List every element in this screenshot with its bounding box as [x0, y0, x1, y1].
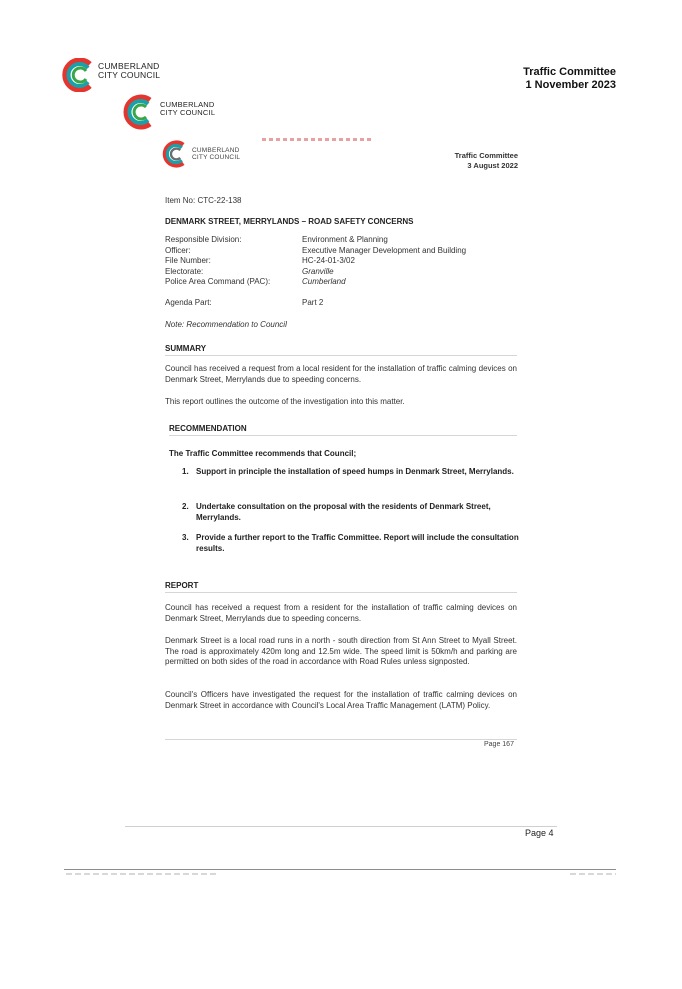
logo-line-1: CUMBERLAND: [98, 61, 160, 71]
logo-line-2: CITY COUNCIL: [98, 70, 161, 80]
field-label: Officer:: [165, 245, 191, 255]
item-number: 3.: [182, 533, 189, 542]
report-paragraph-1: Council has received a request from a resident for the installation of traffic calming devices on Denmark Street, Merrylands due to speeding concerns.: [165, 603, 517, 623]
logo-text: [98, 62, 160, 80]
agenda-label: Agenda Part:: [165, 298, 212, 307]
report-heading: DENMARK STREET, MERRYLANDS – ROAD SAFETY CONCERNS: [165, 217, 414, 226]
summary-paragraph-2: This report outlines the outcome of the investigation into this matter.: [165, 397, 405, 406]
report-paragraph-3: Council's Officers have investigated the request for the installation of traffic calming devices on Denmark Street in accordance with Council's Local Area Traffic Management (LATM) Policy.: [165, 690, 517, 710]
logo-text: [160, 101, 215, 118]
summary-heading: SUMMARY: [165, 344, 207, 353]
inner-header-date: 3 August 2022: [467, 160, 518, 170]
recommendation-divider: [169, 435, 517, 436]
council-logo-outer: [60, 58, 160, 92]
recommendation-item: [182, 467, 522, 478]
report-divider: [165, 592, 517, 593]
field-label: Responsible Division:: [165, 235, 242, 244]
logo-line-1: CUMBERLAND: [192, 146, 240, 154]
item-number: 1.: [182, 467, 189, 476]
item-text: Provide a further report to the Traffic Committee. Report will include the consultation results.: [196, 533, 519, 553]
field-value: HC-24-01-3/02: [302, 256, 355, 265]
outer-page-number: Page 4: [525, 828, 554, 838]
field-value: Environment & Planning: [302, 235, 388, 244]
recommendation-item: [182, 533, 522, 554]
inner-page-number: Page 167: [484, 741, 514, 748]
faded-footer-marks: [570, 873, 616, 875]
outer-footer-divider: [125, 826, 557, 827]
bottom-edge-line: [64, 869, 616, 870]
recommendation-note: Note: Recommendation to Council: [165, 320, 287, 329]
recommendation-item: [182, 502, 522, 523]
report-paragraph-2: Denmark Street is a local road runs in a north - south direction from St Ann Street to Myall Street. The road is approximately 420m long and 12.5m wide. The speed limit is 50km/h and parking are permitted on both sides of the road in accordance with Road Rules unless signposted.: [165, 636, 517, 667]
summary-paragraph-1: Council has received a request from a local resident for the installation of traffic calming devices on Denmark Street, Merrylands due to speeding concerns.: [165, 364, 517, 384]
logo-line-1: CUMBERLAND: [160, 99, 215, 109]
council-logo-icon: [120, 94, 156, 130]
council-logo-icon: [60, 58, 96, 92]
inner-header: [455, 151, 518, 170]
summary-divider: [165, 355, 517, 356]
agenda-value: Part 2: [302, 298, 324, 307]
item-text: Support in principle the installation of speed humps in Denmark Street, Merrylands.: [196, 467, 514, 476]
item-number: 2.: [182, 502, 189, 511]
faded-footer-marks: [66, 873, 216, 875]
recommendation-heading: RECOMMENDATION: [169, 424, 247, 433]
council-logo-icon: [160, 140, 188, 168]
item-text: Undertake consultation on the proposal with the residents of Denmark Street, Merrylands.: [196, 502, 491, 522]
logo-line-2: CITY COUNCIL: [160, 108, 216, 117]
agenda-row: [165, 298, 522, 309]
recommendation-intro: The Traffic Committee recommends that Council;: [169, 449, 357, 458]
field-value: Executive Manager Development and Building: [302, 245, 467, 255]
outer-header: [523, 66, 616, 91]
council-logo-inner: [160, 140, 240, 168]
field-value: Cumberland: [302, 277, 346, 286]
council-logo-middle: [120, 94, 215, 130]
outer-header-title: Traffic Committee: [523, 66, 616, 78]
field-value: Granville: [302, 266, 334, 276]
field-label: Electorate:: [165, 266, 204, 276]
item-number: Item No: CTC-22-138: [165, 196, 242, 205]
report-section-heading: REPORT: [165, 581, 199, 590]
faded-stamp: [262, 138, 372, 141]
outer-header-date: 1 November 2023: [525, 78, 616, 91]
inner-footer-divider: [165, 739, 517, 740]
logo-text: [192, 147, 240, 162]
details-grid: [165, 235, 522, 288]
logo-line-2: CITY COUNCIL: [192, 154, 241, 161]
inner-header-title: Traffic Committee: [454, 151, 518, 160]
field-label: File Number:: [165, 256, 211, 265]
field-label: Police Area Command (PAC):: [165, 277, 271, 286]
